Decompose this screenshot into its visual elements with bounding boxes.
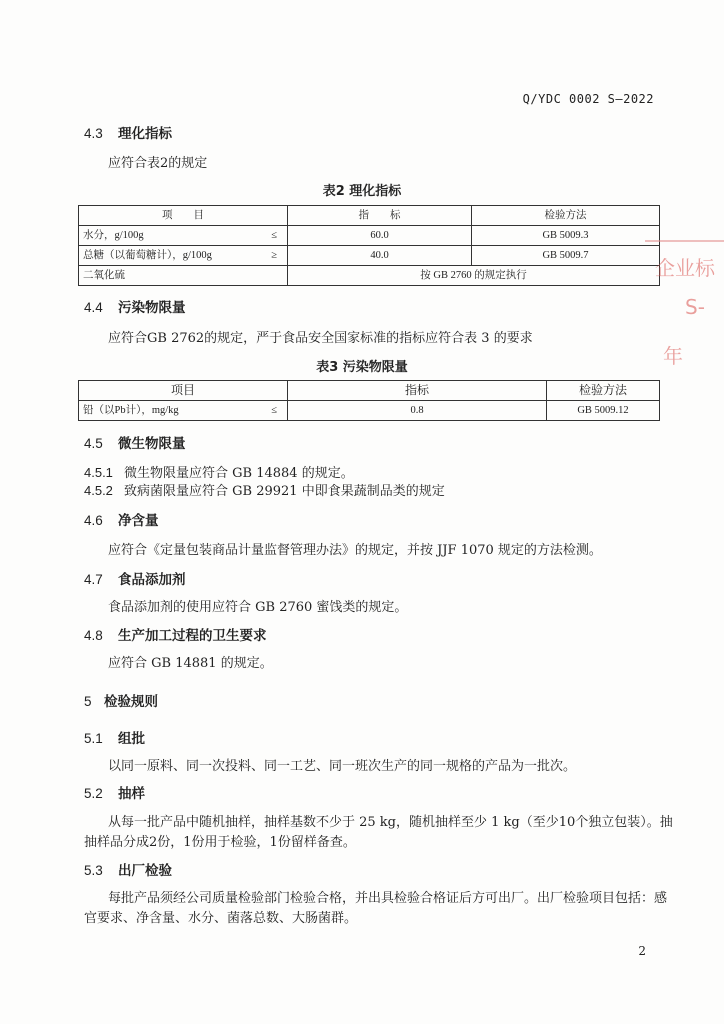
section-4-3-text: 应符合表2的规定	[108, 156, 208, 171]
section-number: 5	[84, 694, 92, 709]
section-4-4-heading	[84, 296, 186, 316]
row-item: 铅（以Pb计），mg/kg ≤	[79, 401, 288, 421]
table-header-row	[79, 206, 660, 226]
header-item: 项 目	[79, 206, 288, 226]
header-index: 指 标	[288, 206, 472, 226]
table-row	[79, 266, 660, 286]
section-5-3-line-1: 每批产品须经公司质量检验部门检验合格，并出具检验合格证后方可出厂。出厂检验项目包括：感	[108, 891, 668, 906]
table-row	[79, 226, 660, 246]
row-merged-rule: 按 GB 2760 的规定执行	[288, 266, 660, 286]
section-4-6-heading	[84, 509, 159, 529]
section-4-8-text: 应符合 GB 14881 的规定。	[108, 656, 273, 671]
section-5-1-heading	[84, 727, 145, 747]
section-number: 4.3	[84, 126, 103, 141]
section-5-3-line-2: 官要求、净含量、水分、菌落总数、大肠菌群。	[84, 911, 358, 926]
section-4-4-text: 应符合GB 2762的规定，严于食品安全国家标准的指标应符合表 3 的要求	[108, 331, 533, 346]
section-number: 4.5	[84, 436, 103, 451]
section-number: 5.1	[84, 731, 103, 746]
section-title: 食品添加剂	[118, 572, 186, 588]
section-title: 出厂检验	[118, 863, 172, 879]
row-method: GB 5009.3	[472, 226, 660, 246]
section-title: 组批	[118, 731, 145, 747]
table-header-row	[79, 381, 660, 401]
section-title: 检验规则	[104, 694, 158, 710]
table-2	[78, 205, 660, 286]
table-row	[79, 246, 660, 266]
stamp-border	[645, 240, 724, 242]
section-4-3-heading	[84, 122, 172, 142]
row-item: 二氧化硫	[79, 266, 288, 286]
row-value: 60.0	[288, 226, 472, 246]
row-method: GB 5009.7	[472, 246, 660, 266]
row-item: 总糖（以葡萄糖计），g/100g ≥	[79, 246, 288, 266]
table-2-caption: 表2 理化指标	[322, 184, 402, 199]
section-title: 抽样	[118, 786, 145, 802]
clause-4-5-2: 4.5.2 致病菌限量应符合 GB 29921 中即食果蔬制品类的规定	[84, 483, 445, 499]
section-5-3-heading	[84, 859, 172, 879]
section-4-6-text: 应符合《定量包装商品计量监督管理办法》的规定，并按 JJF 1070 规定的方法检测。	[108, 543, 602, 558]
section-5-2-heading	[84, 782, 145, 802]
section-number: 4.4	[84, 300, 103, 315]
header-index: 指标	[288, 381, 547, 401]
row-value: 0.8	[288, 401, 547, 421]
section-number: 4.7	[84, 572, 103, 587]
section-title: 理化指标	[118, 126, 172, 142]
section-number: 5.2	[84, 786, 103, 801]
section-title: 微生物限量	[118, 436, 186, 452]
document-header-code: Q/YDC 0002 S—2022	[522, 92, 654, 106]
section-5-2-line-1: 从每一批产品中随机抽样，抽样基数不少于 25 kg，随机抽样至少 1 kg（至少10个独立包装）。抽	[108, 815, 673, 830]
section-title: 生产加工过程的卫生要求	[118, 628, 267, 644]
section-5-2-line-2: 抽样品分成2份，1份用于检验，1份留样备查。	[84, 835, 356, 850]
section-number: 4.6	[84, 513, 103, 528]
section-number: 4.8	[84, 628, 103, 643]
table-row	[79, 401, 660, 421]
company-standard-stamp: 企业标 S- 年	[645, 240, 724, 390]
section-5-heading	[84, 690, 158, 710]
clause-4-5-1: 4.5.1 微生物限量应符合 GB 14884 的规定。	[84, 465, 354, 481]
row-value: 40.0	[288, 246, 472, 266]
row-item: 水分，g/100g ≤	[79, 226, 288, 246]
section-4-7-text: 食品添加剂的使用应符合 GB 2760 蜜饯类的规定。	[108, 600, 408, 615]
page-number: 2	[638, 944, 646, 958]
section-title: 净含量	[118, 513, 159, 529]
table-3	[78, 380, 660, 421]
header-item: 项目	[79, 381, 288, 401]
table-3-caption: 表3 污染物限量	[316, 360, 408, 375]
section-4-7-heading	[84, 568, 186, 588]
section-5-1-text: 以同一原料、同一次投料、同一工艺、同一班次生产的同一规格的产品为一批次。	[108, 759, 577, 774]
row-method: GB 5009.12	[547, 401, 660, 421]
section-title: 污染物限量	[118, 300, 186, 316]
section-number: 5.3	[84, 863, 103, 878]
header-method: 检验方法	[472, 206, 660, 226]
header-method: 检验方法	[547, 381, 660, 401]
section-4-5-heading	[84, 432, 186, 452]
section-4-8-heading	[84, 624, 267, 644]
